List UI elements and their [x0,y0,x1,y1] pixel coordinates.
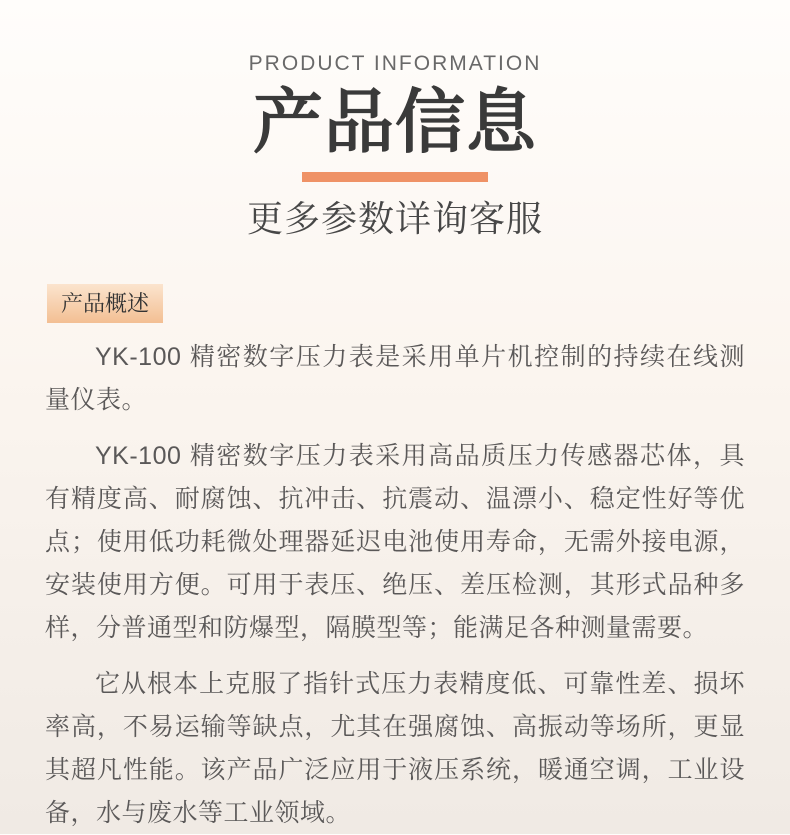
overview-paragraphs [45,336,745,835]
page-subtitle: 更多参数详询客服 [246,198,543,239]
product-overview-section [45,284,745,835]
overview-paragraph: 它从根本上克服了指针式压力表精度低、可靠性差、损坏率高，不易运输等缺点，尤其在强腐蚀、高振动等场所，更显其超凡性能。该产品广泛应用于液压系统，暖通空调，工业设备，水与废水等工业领域。 [45,670,745,827]
accent-divider-bar [302,172,488,182]
product-info-header [0,0,790,239]
overview-paragraph: YK-100 精密数字压力表是采用单片机控制的持续在线测量仪表。 [45,343,745,414]
overview-paragraph: YK-100 精密数字压力表采用高品质压力传感器芯体，具有精度高、耐腐蚀、抗冲击、抗震动、温漂小、稳定性好等优点；使用低功耗微处理器延迟电池使用寿命，无需外接电源，安装使用方便。可用于表压、绝压、差压检测，其形式品种多样，分普通型和防爆型，隔膜型等；能满足各种测量需要。 [45,442,745,642]
section-label-badge: 产品概述 [47,284,163,323]
page-title: 产品信息 [253,80,537,163]
eyebrow-text: PRODUCT INFORMATION [248,52,542,75]
